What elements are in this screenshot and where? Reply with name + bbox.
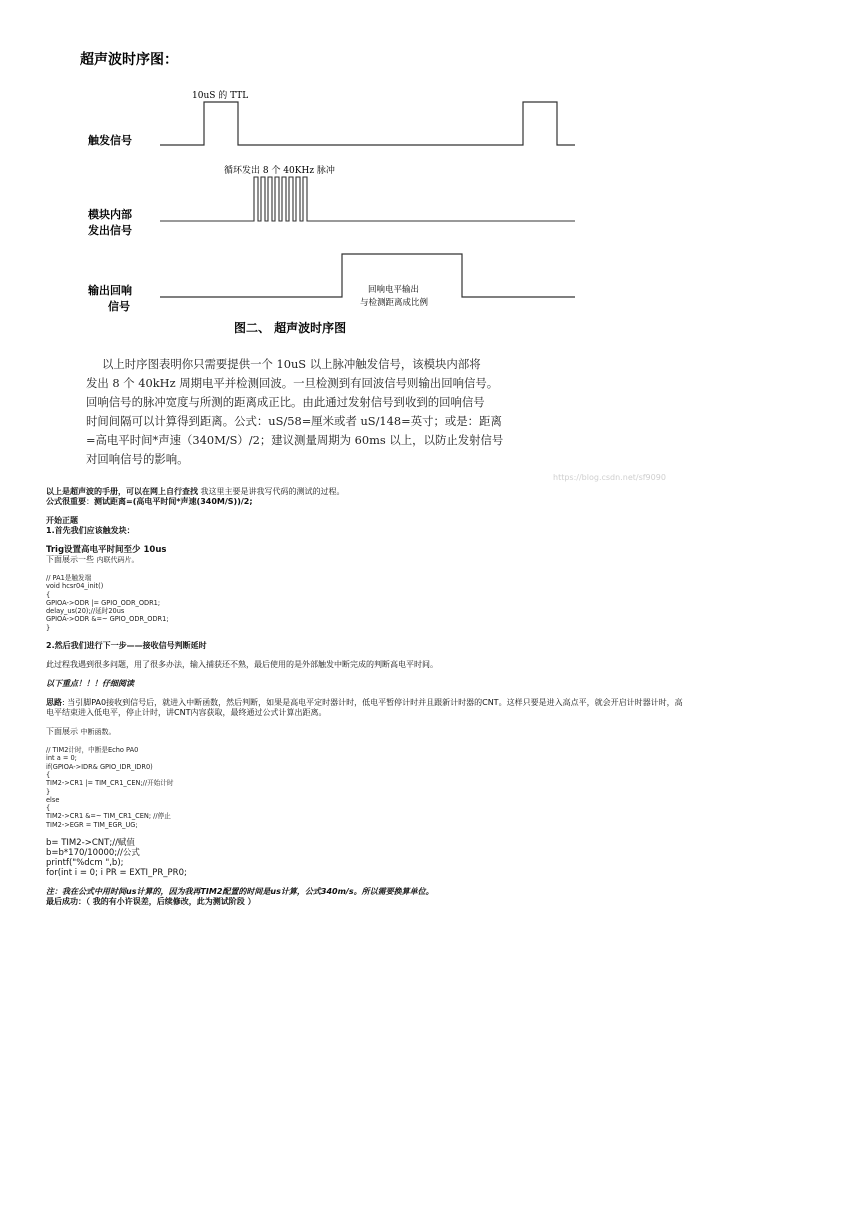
intro-bold: 以上是超声波的手册，可以在网上自行查找 (46, 487, 198, 496)
figure-caption: 图二、 超声波时序图 (234, 321, 347, 335)
echo-note-2: 与检测距离成比例 (360, 298, 429, 308)
step2-heading: 2.然后我们进行下一步——接收信号判断延时 (46, 641, 207, 651)
show-code-2-text: 下面展示 (46, 727, 81, 737)
code-line: GPIOA->ODR &=~ GPIO_ODR_ODR1; (46, 615, 169, 624)
code-line: b= TIM2->CNT;//赋值 (46, 838, 135, 849)
final-line: 最后成功：（ 我的有小许误差，后续修改，此为测试阶段 ） (46, 897, 256, 907)
focus-note: 以下重点！！！仔细阅读 (46, 679, 134, 689)
idea-text: : 当引脚PA0接收到信号后，就进入中断函数，然后判断，如果是高电平定时器计时，低电平暂停计时并且跟新计时器的CNT。这样只要是进入高点平，就会开启计时器计时，高 (62, 698, 683, 708)
burst-label: 循环发出 8 个 40KHz 脉冲 (224, 166, 335, 176)
show-code-2-suffix: 中断函数。 (80, 728, 116, 737)
code-block-calc (46, 838, 836, 878)
show-code-1-text: 下面展示一些 (46, 555, 97, 564)
code-line: { (46, 770, 51, 779)
figure-paragraph-line: 以上时序图表明你只需要提供一个 10uS 以上脉冲触发信号，该模块内部将 (102, 357, 481, 371)
code-line: { (46, 804, 51, 813)
pulse-label: 10uS 的 TTL (192, 91, 249, 101)
echo-signal-label-2: 信号 (108, 300, 130, 313)
code-line: // TIM2计时，中断是Echo PA0 (46, 746, 139, 755)
figure-paragraph-line: 回响信号的脉冲宽度与所测的距离成正比。由此通过发射信号到收到的回响信号 (86, 395, 485, 409)
code-line: TIM2->CR1 |= TIM_CR1_CEN;//开始计时 (46, 779, 174, 788)
figure-title: 超声波时序图： (80, 52, 178, 68)
echo-note-1: 回响电平输出 (368, 285, 420, 295)
internal-signal-label-2: 发出信号 (88, 224, 132, 237)
figure-paragraph-line: 发出 8 个 40kHz 周期电平并检测回波。一旦检测到有回波信号则输出回响信号。 (86, 376, 499, 390)
show-code-1 (46, 555, 836, 565)
start-title: 开始正题 (46, 516, 78, 525)
trigger-signal-label: 触发信号 (88, 134, 132, 147)
code-line: TIM2->EGR = TIM_EGR_UG; (46, 820, 138, 829)
code-line: printf("%dcm ",b); (46, 858, 124, 869)
code-line: void hcsr04_init() (46, 582, 104, 591)
intro-rest: 我这里主要是讲我写代码的测试的过程。 (198, 487, 345, 496)
echo-signal-label-1: 输出回响 (88, 284, 132, 297)
code-line: { (46, 590, 51, 599)
timing-diagram-figure (80, 40, 580, 470)
formula-bold: 公式很重要 (46, 497, 86, 506)
figure-paragraph-line: 时间间隔可以计算得到距离。公式：uS/58=厘米或者 uS/148=英寸；或是：距离 (86, 414, 502, 428)
internal-signal-label-1: 模块内部 (88, 208, 132, 221)
code-line: else (46, 795, 60, 804)
trig-title: Trig设置高电平时间至少 10us (46, 545, 167, 555)
code-line: // PA1是触发端 (46, 574, 92, 582)
idea-label: 思路 (46, 698, 62, 708)
formula-sep: ： (86, 497, 94, 506)
code-line: b=b*170/10000;//公式 (46, 848, 140, 859)
watermark: https://blog.csdn.net/sf9090 (553, 473, 666, 482)
code-line: TIM2->CR1 &=~ TIM_CR1_CEN; //停止 (46, 812, 171, 821)
code-line: } (46, 623, 51, 632)
code-line: delay_us(20);//延时20us (46, 607, 125, 616)
unit-note: 注：我在公式中用时间us计算的，因为我再TIM2配置的时间是us计算，公式340m/s。所以需要换算单位。 (46, 887, 434, 897)
code-block-interrupt (46, 746, 836, 829)
burst-waveform (160, 177, 575, 221)
article-body (46, 487, 836, 907)
code-block-trigger (46, 574, 836, 632)
code-line: GPIOA->ODR |= GPIO_ODR_ODR1; (46, 598, 161, 607)
show-code-2 (46, 727, 836, 737)
code-line: } (46, 787, 51, 796)
code-line: for(int i = 0; i PR = EXTI_PR_PR0; (46, 868, 187, 879)
code-line: if(GPIOA->IDR& GPIO_IDR_IDR0) (46, 762, 153, 771)
intro-line (46, 487, 836, 497)
step2-description: 此过程我遇到很多问题，用了很多办法，输入捕获还不熟，最后使用的是外部触发中断完成的判断高电平时间。 (46, 660, 438, 670)
code-line: int a = 0; (46, 754, 77, 763)
figure-paragraph-line: 对回响信号的影响。 (86, 452, 189, 466)
idea-paragraph (46, 698, 836, 708)
show-code-1-suffix: 内联代码片。 (96, 556, 139, 564)
step1-heading: 1.首先我们应该触发块： (46, 526, 135, 535)
timing-diagram-svg (80, 40, 580, 470)
formula-line (46, 497, 836, 507)
trigger-waveform (160, 102, 575, 145)
formula-expr: 测试距离=(高电平时间*声速(340M/S))/2; (94, 497, 253, 506)
figure-paragraph-line: =高电平时间*声速（340M/S）/2；建议测量周期为 60ms 以上，以防止发射信号 (86, 433, 504, 447)
idea-paragraph-2: 电平结束进入低电平，停止计时，讲CNT内容获取，最终通过公式计算出距离。 (46, 708, 327, 718)
